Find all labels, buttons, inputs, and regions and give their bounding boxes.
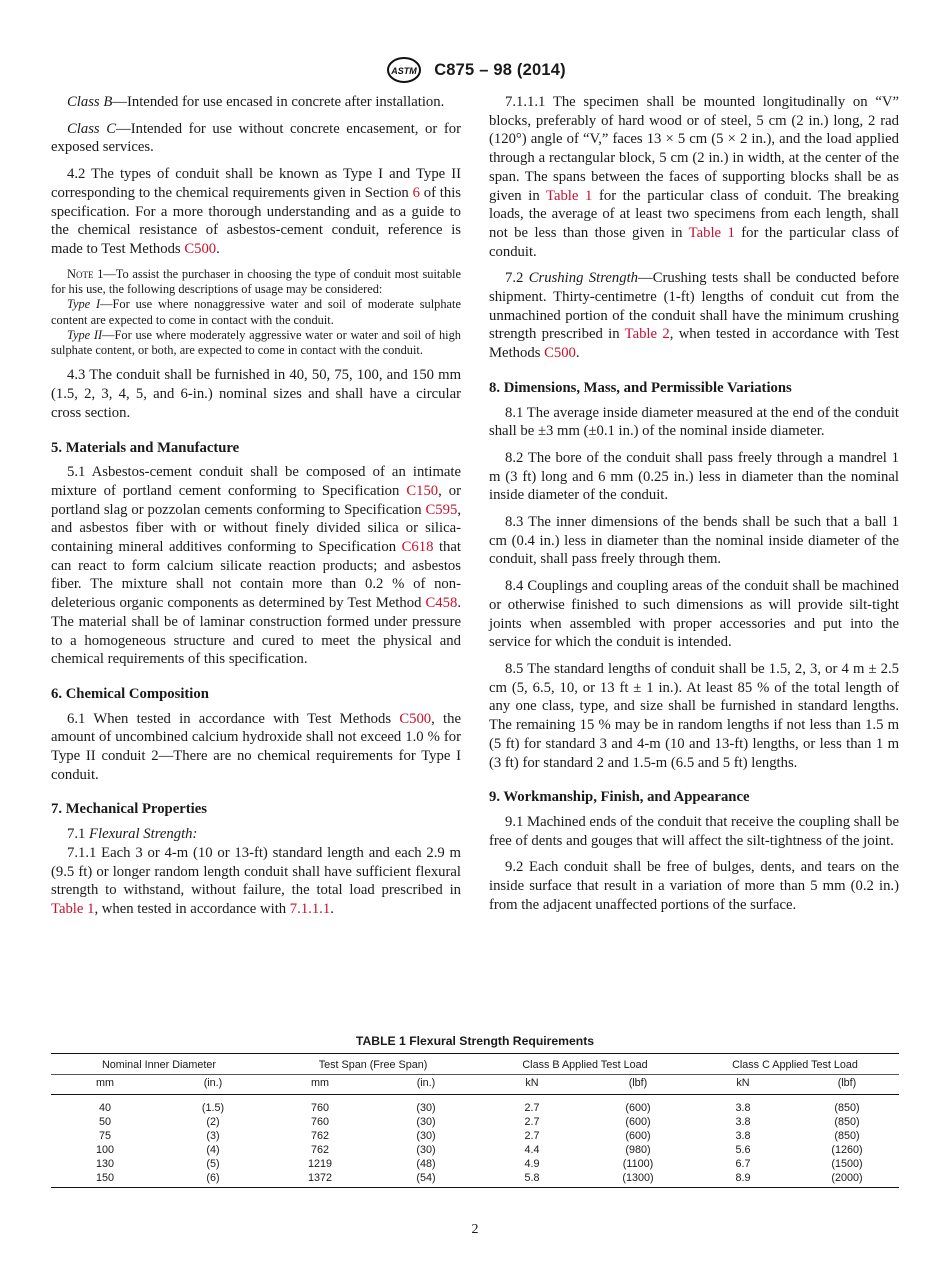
- table-cell: 40: [98, 1102, 111, 1114]
- table-cell: (2): [206, 1116, 220, 1128]
- table-cell: (6): [159, 1171, 267, 1188]
- table-cell: (5): [206, 1158, 220, 1170]
- table-cell: (850): [834, 1102, 860, 1114]
- unit-header: (in.): [159, 1075, 267, 1095]
- table-cell: (1.5): [201, 1102, 225, 1114]
- table-caption: TABLE 1 Flexural Strength Requirements: [355, 1034, 595, 1048]
- link-c595[interactable]: C595: [425, 501, 458, 518]
- link-section-6[interactable]: 6: [412, 184, 420, 201]
- table-cell: 5.8: [479, 1171, 585, 1188]
- paragraph-6-1: 6.1 When tested in accordance with Test Methods C500, the amount of uncombined calcium hydroxide shall not exceed 1.0 % for Type II conduit 2—There are no chemical requirements for Type I conduit.: [51, 710, 461, 783]
- link-table-2[interactable]: Table 2: [624, 326, 670, 343]
- unit-header: (lbf): [795, 1075, 899, 1095]
- table-cell: (4): [206, 1144, 220, 1156]
- table-cell: 3.8: [735, 1130, 751, 1142]
- paragraph-4-2: 4.2 The types of conduit shall be known as Type I and Type II corresponding to the chemical requirements given in Section 6 of this specification. For a more thorough understanding and as a guide to the chemical resistance of asbestos-cement conduit, reference is made to Test Methods C500.: [51, 166, 461, 257]
- table-cell: (850): [834, 1130, 860, 1142]
- section-7-heading: 7. Mechanical Properties: [51, 801, 207, 818]
- table-cell: 760: [310, 1116, 329, 1128]
- paragraph-7-2: 7.2 Crushing Strength—Crushing tests shall be conducted before shipment. Thirty-centimetre (1-ft) lengths of conduit cut from the unmachined portion of the conduit shall have the minimum crushing strength prescribed in Table 2, when tested in accordance with Test Methods C500.: [489, 270, 899, 362]
- table-row: [51, 1143, 899, 1157]
- unit-header: kN: [479, 1075, 585, 1095]
- paragraph-7-1-1-1: 7.1.1.1 The specimen shall be mounted longitudinally on “V” blocks, preferably of hard wood or of steel, 5 cm (2 in.) long, 2 rad (120°) angle of “V,” faces 13 × 5 cm (5 × 2 in.), and the load applied through a rectangular block, 5 cm (2 in.) in width, at the center of the span. The spans between the faces of supporting blocks shall be as given in Table 1 for the particular class of conduit. The breaking loads, the average of at least two specimens from each length, shall not be less than those given in Table 1 for the particular class of conduit.: [489, 94, 899, 260]
- unit-header: kN: [691, 1075, 795, 1095]
- astm-logo-icon: [384, 56, 424, 84]
- link-c500[interactable]: C500: [184, 240, 217, 257]
- left-column: [51, 93, 461, 927]
- table-cell: 5.6: [735, 1144, 751, 1156]
- table-cell: 4.4: [524, 1144, 540, 1156]
- paragraph-7-1: 7.1 Flexural Strength:: [67, 826, 198, 843]
- table-cell: 2.7: [524, 1130, 540, 1142]
- table-cell: (2000): [795, 1171, 899, 1188]
- table-cell: (1300): [585, 1171, 691, 1188]
- page-header: [0, 56, 950, 84]
- table-cell: 762: [310, 1144, 329, 1156]
- table-cell: (48): [416, 1158, 436, 1170]
- table-cell: (600): [625, 1116, 651, 1128]
- link-c458[interactable]: C458: [425, 595, 458, 612]
- svg-text:ASTM: ASTM: [391, 66, 417, 76]
- section-6-heading: 6. Chemical Composition: [51, 685, 209, 702]
- table-cell: 3.8: [735, 1102, 751, 1114]
- paragraph-5-1: 5.1 Asbestos-cement conduit shall be composed of an intimate mixture of portland cement conforming to Specification C150, or portland slag or pozzolan cements conforming to Specification C595, and asbestos fiber with or without finely divided silica or silica-containing mineral additives conforming to Specification C618 that can react to form calcium silicate reaction products; and asbestos fiber. The mixture shall not contain more than 0.2 % of non-deleterious organic components as determined by Test Method C458. The material shall be of laminar construction formed under pressure to a homogeneous structure and cured to meet the physical and chemical requirements of this specification.: [51, 464, 461, 668]
- group-header: Test Span (Free Span): [267, 1054, 479, 1075]
- table-cell: (850): [834, 1116, 860, 1128]
- group-header: Class B Applied Test Load: [479, 1054, 691, 1075]
- standard-designation: C875 – 98 (2014): [434, 60, 566, 79]
- table-row: [51, 1157, 899, 1171]
- paragraph-9-2: 9.2 Each conduit shall be free of bulges, dents, and tears on the inside surface that result in a variation of more than 5 mm (0.2 in.) from the adjacent unaffected portions of the surface.: [489, 859, 899, 913]
- link-7-1-1-1[interactable]: 7.1.1.1: [289, 900, 331, 917]
- group-header: Class C Applied Test Load: [691, 1054, 899, 1075]
- table-1: [51, 1034, 899, 1188]
- table-cell: (30): [416, 1144, 436, 1156]
- paragraph-8-2: 8.2 The bore of the conduit shall pass freely through a mandrel 1 m (3 ft) long and 6 mm (0.25 in.) less in diameter than the nominal inside diameter of the conduit.: [489, 449, 899, 504]
- table-cell: (3): [206, 1130, 220, 1142]
- table-cell: (30): [416, 1102, 436, 1114]
- unit-header: mm: [51, 1075, 159, 1095]
- flexural-strength-table: [51, 1053, 899, 1188]
- table-cell: (1260): [831, 1144, 863, 1156]
- table-row: [51, 1095, 899, 1116]
- table-cell: (1500): [831, 1158, 863, 1170]
- paragraph-9-1: 9.1 Machined ends of the conduit that receive the coupling shall be free of dents and gouges that will affect the silt-tightness of the joint.: [489, 813, 899, 849]
- paragraph-8-5: 8.5 The standard lengths of conduit shall be 1.5, 2, 3, or 4 m ± 2.5 cm (5, 6.5, 10, or 13 ft ± 1 in.). At least 85 % of the total length of any one class, type, and size shall be furnished in standard lengths. The remaining 15 % may be in random lengths if not less than 1.5 m (5 ft) for standard 3 and 4-m (10 and 13-ft) lengths, or less than 1 m (3 ft) for standard 2 and 1.5-m (6.5 and 5 ft) lengths.: [489, 660, 899, 771]
- table-cell: 50: [98, 1116, 111, 1128]
- table-cell: (600): [625, 1130, 651, 1142]
- paragraph-8-1: 8.1 The average inside diameter measured at the end of the conduit shall be ±3 mm (±0.1 in.) of the nominal inside diameter.: [489, 404, 899, 440]
- paragraph-7-1-1: 7.1.1 Each 3 or 4-m (10 or 13-ft) standard length and each 2.9 m (9.5 ft) or longer random length conduit shall have sufficient flexural strength to withstand, without failure, the total load prescribed in Table 1, when tested in accordance with 7.1.1.1.: [51, 844, 461, 917]
- table-cell: 762: [310, 1130, 329, 1142]
- link-c150[interactable]: C150: [406, 482, 439, 499]
- table-cell: 1372: [267, 1171, 373, 1188]
- paragraph-8-3: 8.3 The inner dimensions of the bends shall be such that a ball 1 cm (0.4 in.) less in diameter than the nominal inside diameter of the conduit, shall pass freely through them.: [489, 514, 899, 568]
- link-table-1[interactable]: Table 1: [51, 900, 95, 917]
- table-cell: (30): [416, 1116, 436, 1128]
- table-row: [51, 1171, 899, 1188]
- right-column: [489, 93, 899, 922]
- paragraph-class-b: Class B—Intended for use encased in concrete after installation.: [67, 94, 445, 110]
- unit-header: mm: [267, 1075, 373, 1095]
- paragraph-class-c: Class C—Intended for use without concrete encasement, or for exposed services.: [51, 120, 461, 156]
- paragraph-8-4: 8.4 Couplings and coupling areas of the conduit shall be machined or otherwise finished to such dimensions as will provide silt-tight joints when assembled with proper accessories and put into the service for which the conduit is intended.: [489, 578, 899, 651]
- table-cell: 100: [95, 1144, 114, 1156]
- table-cell: 75: [98, 1130, 111, 1142]
- link-table-1-b[interactable]: Table 1: [546, 187, 593, 204]
- unit-header: (lbf): [585, 1075, 691, 1095]
- table-cell: 1219: [307, 1158, 333, 1170]
- table-cell: (980): [625, 1144, 651, 1156]
- link-c618[interactable]: C618: [401, 539, 434, 556]
- table-cell: 130: [95, 1158, 114, 1170]
- table-cell: 6.7: [735, 1158, 751, 1170]
- table-cell: (600): [625, 1102, 651, 1114]
- table-row: [51, 1129, 899, 1143]
- section-8-heading: 8. Dimensions, Mass, and Permissible Variations: [489, 379, 792, 396]
- link-table-1-c[interactable]: Table 1: [688, 224, 735, 241]
- table-cell: 150: [51, 1171, 159, 1188]
- table-cell: 2.7: [524, 1102, 540, 1114]
- link-c500-2[interactable]: C500: [399, 710, 432, 727]
- table-cell: (30): [416, 1130, 436, 1142]
- link-c500-3[interactable]: C500: [544, 345, 576, 362]
- table-cell: (54): [373, 1171, 479, 1188]
- table-cell: 760: [310, 1102, 329, 1114]
- page-number: 2: [471, 1222, 479, 1237]
- section-5-heading: 5. Materials and Manufacture: [51, 439, 240, 456]
- paragraph-4-3: 4.3 The conduit shall be furnished in 40, 50, 75, 100, and 150 mm (1.5, 2, 3, 4, 5, and 6-in.) nominal sizes and shall have a circular cross section.: [51, 367, 461, 421]
- table-cell: 3.8: [735, 1116, 751, 1128]
- section-9-heading: 9. Workmanship, Finish, and Appearance: [489, 789, 750, 806]
- note-1: Note 1—To assist the purchaser in choosing the type of conduit most suitable for his use, the following descriptions of usage may be considered: Type I—For use where nonaggressive water and soil of moderate sulphate content are expected to come in contact with the conduit. Type II—For use where moderately aggressive water or water and soil of high sulphate content, or both, are expected to come in contact with the conduit.: [51, 266, 462, 358]
- table-cell: 4.9: [524, 1158, 540, 1170]
- group-header: Nominal Inner Diameter: [51, 1054, 267, 1075]
- table-cell: 2.7: [524, 1116, 540, 1128]
- table-cell: 8.9: [691, 1171, 795, 1188]
- unit-header: (in.): [373, 1075, 479, 1095]
- table-cell: (1100): [622, 1158, 654, 1170]
- table-row: [51, 1115, 899, 1129]
